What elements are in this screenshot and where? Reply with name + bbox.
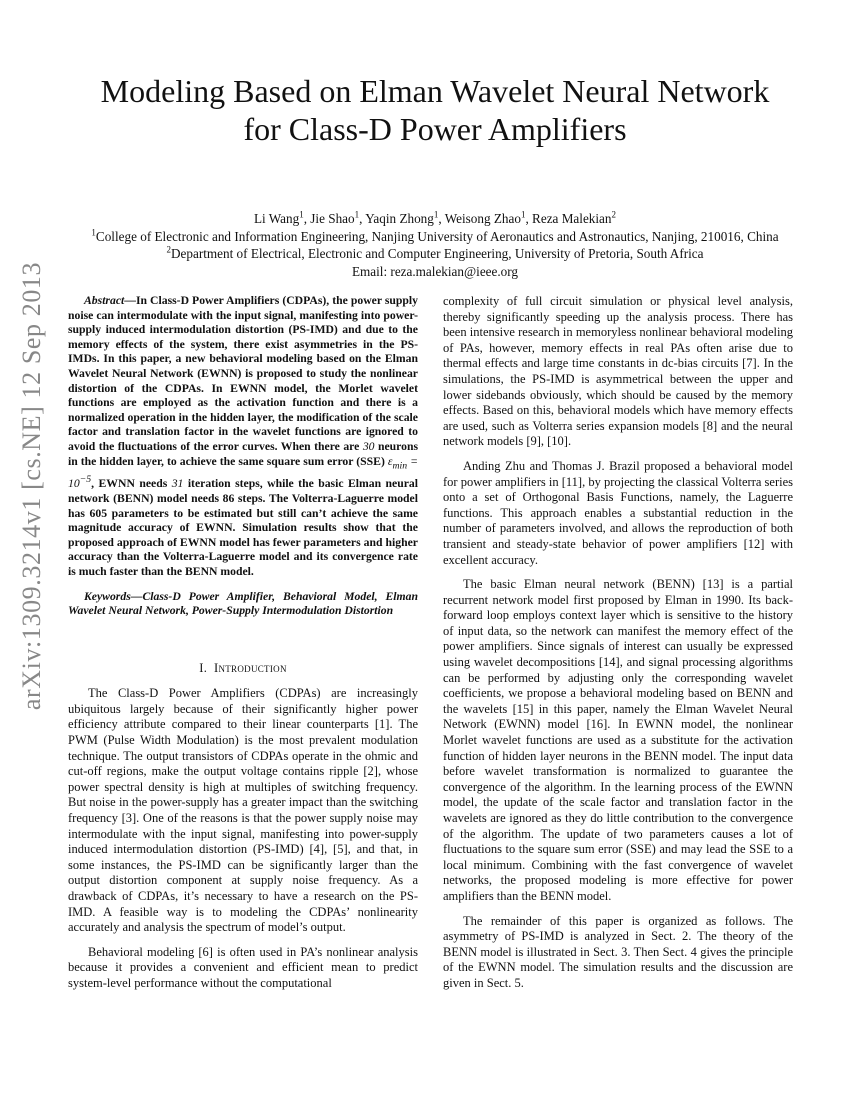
body-paragraph: The remainder of this paper is organized as follows. The asymmetry of PS-IMD is analyzed in Sect. 2. The theory of the BENN model is illustrated in Sect. 3. Then Sect. 4 gives the principle of the EWNN model. The simulation results and the discussion are given in Sect. 5. — [443, 913, 793, 990]
abstract: Abstract—In Class-D Power Amplifiers (CDPAs), the power supply noise can intermodulate with the input signal, manifesting into power-supply induced intermodulation distortion (PS-IMD) and due to the memory effects of the system, there exist asymmetries in the PS-IMDs. In this paper, a new behavioral modeling based on the Elman Wavelet Neural Network (EWNN) is proposed to study the nonlinear distortion of the CDPAs. In EWNN model, the Morlet wavelet functions are employed as the activation function and there is a normalized operation in the hidden layer, the modification of the scale factor and translation factor in the wavelet functions are ignored to avoid the fluctuations of the error curves. When there are 30 neurons in the hidden layer, to achieve the same square sum error (SSE) $\varepsilon_{min} = 10^{-5}$, EWNN needs 31 iteration steps, while the basic Elman neural network (BENN) model needs 86 steps. The Volterra-Laguerre model has 605 parameters to be estimated but still can’t achieve the same magnitude accuracy of EWNN. Simulation results show that the proposed approach of EWNN model has fewer parameters and higher accuracy than the Volterra-Laguerre model and its convergence rate is much faster than the BENN model. — [68, 294, 419, 578]
keywords-label: Keywords — [84, 589, 131, 603]
title-line-1: Modeling Based on Elman Wavelet Neural Network — [100, 73, 770, 109]
right-column — [443, 294, 793, 1001]
left-column — [68, 294, 418, 1001]
keywords: Keywords—Class-D Power Amplifier, Behavioral Model, Elman Wavelet Neural Network, Power-Supply Intermodulation Distortion — [68, 589, 418, 618]
arxiv-identifier: arXiv:1309.3214v1 [cs.NE] 12 Sep 2013 — [17, 261, 46, 711]
author-list: Li Wang$^1$, Jie Shao$^1$, Yaqin Zhong$^1$, Weisong Zhao$^1$, Reza Malekian$^2$ — [253, 209, 617, 226]
body-paragraph: The basic Elman neural network (BENN) [13] is a partial recurrent network model first proposed by Elman in 1990. Its back-forward loop employs context layer which is sensitive to the history of input data, so the network can manifest the memory effect of the power amplifiers. Since signals of interest can usually be expressed using wavelet decompositions [14], and signal processing algorithms can be performed by adjusting only the corresponding wavelet coefficients, we propose a behavioral modeling based on BENN and the wavelets [15] in this paper, namely the Elman Wavelet Neural Network (EWNN) model [16]. In EWNN model, the nonlinear Morlet wavelet functions are used as a substitute for the activation function of hidden layer neurons in the BENN model. The input data before wavelet transformation is normalized to guarantee the convergence of the algorithm. In the learning process of the EWNN model, the update of the scale factor and translation factor in the wavelets are ignored as they do little contribution to the convergence of the algorithm. The update of two parameters causes a lot of fluctuations to the square sum error (SSE) and may lead the SSE to a local minimum. Combining with the fast convergence of wavelet networks, the proposed modeling is more effective for power amplifiers than the BENN model. — [443, 577, 793, 903]
body-paragraph: Behavioral modeling [6] is often used in PA’s nonlinear analysis because it provides a convenient and efficient mean to predict system-level performance without the computational — [68, 944, 418, 990]
affiliation-1: $^1$College of Electronic and Information Engineering, Nanjing University of Aeronautics and Astronautics, Nanjing, 210016, China — [91, 227, 779, 244]
author-name: Reza Malekian — [532, 211, 612, 226]
author-name: Yaqin Zhong — [365, 211, 434, 226]
author-name: Jie Shao — [310, 211, 355, 226]
author-name: Li Wang — [253, 211, 300, 226]
section-heading: I. Introduction — [199, 660, 287, 675]
body-paragraph: complexity of full circuit simulation or physical level analysis, thereby significantly speeding up the analysis process. There has been intensive research in memoryless nonlinear behavioral modeling of PAs, however, memory effects in real PAs often arise due to thermal effects and large time constants in dc-bias circuits [7]. In the simulations, the PS-IMD is asymmetrical between the upper and lower sidebands obviously, which should be caused by the memory effects. Based on this, behavioral models which have memory effects are used, such as Volterra series expansion models [8] and the neural network models [9], [10]. — [443, 294, 793, 449]
author-name: Weisong Zhao — [444, 211, 521, 226]
title-line-2: for Class-D Power Amplifiers — [243, 111, 627, 147]
author-block — [40, 210, 830, 280]
contact-email: Email: reza.malekian@ieee.org — [351, 263, 519, 279]
abstract-label: Abstract — [84, 294, 125, 307]
affiliation-2: $^2$Department of Electrical, Electronic and Computer Engineering, University of Pretoria, South Africa — [166, 244, 704, 261]
paper-title — [60, 72, 810, 148]
body-paragraph: The Class-D Power Amplifiers (CDPAs) are increasingly ubiquitous largely because of their significantly higher power efficiency attribute compared to their linear counterparts [1]. The PWM (Pulse Width Modulation) is the most prevalent modulation technique. The output transistors of CDPAs operate in the ohmic and cut-off regions, make the output voltage contains ripple [2], whose power spectral density is high at multiples of switching frequency. But noise in the power-supply has a greater impact than the switching frequency [3]. One of the reasons is that the power supply noise may intermodulate with the input signal, manifesting into power-supply induced intermodulation distortion (PS-IMD) [4], [5], and that, in some instances, the PS-IMD can be significantly larger than the output distortion component at supply noise frequency. As a drawback of CDPAs, it’s necessary to have a research on the PS-IMD. A feasible way is to modeling the CDPAs’ nonlinearity accurately and analysis the spectrum of model’s output. — [68, 686, 418, 935]
body-paragraph: Anding Zhu and Thomas J. Brazil proposed a behavioral model for power amplifiers in [11], by projecting the classical Volterra series onto a set of Orthogonal Basis Functions, namely, the Laguerre functions. This approach enables a substantial reduction in the number of parameters involved, and allows the reproduction of both transient and steady-state behavior of power amplifiers [12] with excellent accuracy. — [443, 458, 794, 567]
